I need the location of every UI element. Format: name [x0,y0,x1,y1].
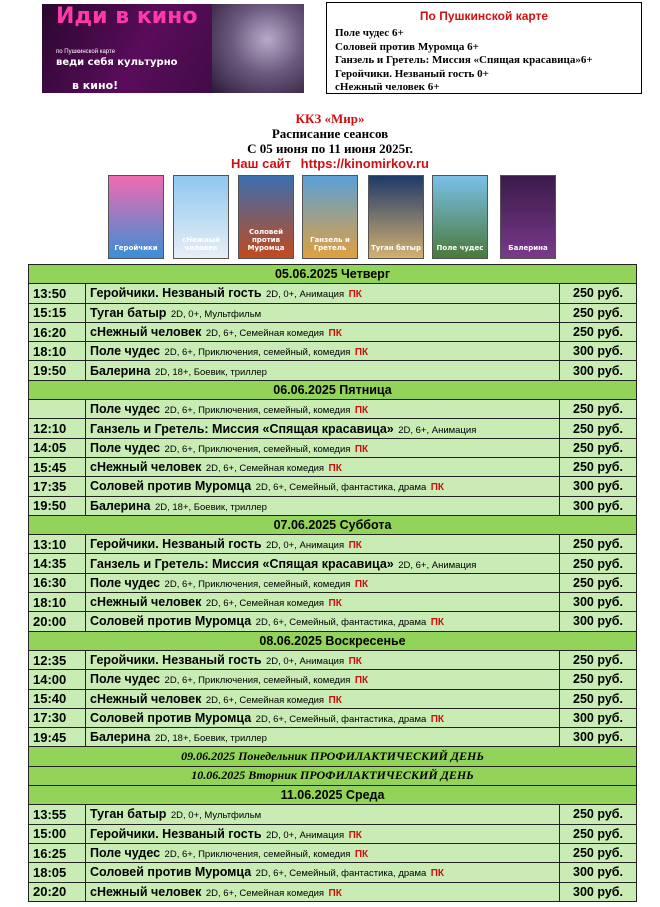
movie-title: сНежный человек [90,691,202,706]
session-time: 16:20 [29,322,86,341]
session-time: 14:00 [29,670,86,689]
session-price: 300 руб. [560,728,637,747]
closed-day-label: 10.06.2025 Вторник ПРОФИЛАКТИЧЕСКИЙ ДЕНЬ [29,766,637,785]
session-time: 17:35 [29,477,86,496]
session-time: 16:25 [29,843,86,862]
movie-poster[interactable] [368,175,424,259]
session-price: 250 руб. [560,573,637,592]
banner-subline: по Пушкинской карте [56,49,116,55]
session-row[interactable] [29,284,637,303]
session-movie [86,400,560,419]
movie-meta: 2D, 18+, Боевик, триллер [154,733,267,745]
session-price: 300 руб. [560,342,637,361]
session-row[interactable] [29,496,637,515]
pushkin-card-badge: ПК [354,347,369,359]
session-row[interactable] [29,477,637,496]
banner-headline: Иди в кино [56,4,198,29]
session-row[interactable] [29,438,637,457]
session-movie [86,419,560,438]
session-movie [86,361,560,380]
session-movie [86,457,560,476]
session-time: 15:00 [29,824,86,843]
pushkin-card-badge: ПК [328,463,342,475]
movie-meta: 2D, 6+, Семейный, фантастика, драма [255,713,427,725]
session-movie [86,805,560,824]
session-movie [86,650,560,669]
pushkin-card-badge: ПК [354,675,369,687]
closed-day-row [29,747,637,766]
day-header-row [29,786,637,805]
pushkin-card-badge: ПК [354,443,369,455]
pushkin-card-item: Соловей против Муромца 6+ [335,40,479,53]
movie-title: Поле чудес [90,846,161,861]
movie-meta: 2D, 0+, Анимация [265,656,345,668]
session-movie [86,728,560,747]
session-movie [86,303,560,322]
movie-title: Поле чудес [90,440,161,455]
session-price: 250 руб. [560,650,637,669]
session-movie [86,882,560,901]
session-price: 250 руб. [560,689,637,708]
session-row[interactable] [29,554,637,573]
movie-meta: 2D, 6+, Семейный, фантастика, драма [255,868,427,880]
movie-title: Поле чудес [90,344,161,359]
session-row[interactable] [29,303,637,322]
session-row[interactable] [29,457,637,476]
session-time: 19:50 [29,361,86,380]
pushkin-card-badge: ПК [348,289,362,301]
movie-meta: 2D, 6+, Анимация [398,559,477,571]
session-price: 300 руб. [560,612,637,631]
pushkin-card-badge: ПК [430,617,445,629]
session-movie [86,322,560,341]
banner-slogan-end: в кино! [72,79,119,92]
session-time: 12:35 [29,650,86,669]
pushkin-card-badge: ПК [430,482,445,494]
session-time: 14:05 [29,438,86,457]
movie-title: сНежный человек [90,325,202,340]
session-row[interactable] [29,322,637,341]
banner-slogan: веди себя культурно [56,57,178,68]
pushkin-card-badge: ПК [328,328,342,340]
session-movie [86,284,560,303]
movie-title: Геройчики. Незваный гость [90,537,262,552]
session-price: 250 руб. [560,284,637,303]
movie-meta: 2D, 6+, Приключения, семейный, комедия [164,849,351,861]
schedule-table [28,264,637,902]
session-movie [86,612,560,631]
session-time: 13:10 [29,535,86,554]
site-line [0,156,660,171]
pushkin-bust-image [212,4,304,93]
session-time: 15:40 [29,689,86,708]
pushkin-card-badge: ПК [348,829,362,841]
pushkin-card-badge: ПК [430,868,445,880]
pushkin-card-badge: ПК [348,540,362,552]
session-row[interactable] [29,342,637,361]
session-time: 19:50 [29,496,86,515]
session-movie [86,843,560,862]
poster-strip [0,175,660,260]
schedule-dates: С 05 июня по 11 июня 2025г. [247,141,413,156]
poster-title: Поле чудес [436,244,484,252]
movie-meta: 2D, 6+, Приключения, семейный, комедия [164,675,351,687]
pushkin-card-box [326,2,642,94]
pushkin-card-item: сНежный человек 6+ [335,81,440,93]
session-row[interactable] [29,361,637,380]
session-row[interactable] [29,863,637,882]
day-header-row [29,265,637,284]
session-time: 16:30 [29,573,86,592]
movie-meta: 2D, 6+, Приключения, семейный, комедия [164,578,351,590]
session-row[interactable] [29,400,637,419]
movie-meta: 2D, 6+, Семейный, фантастика, драма [255,617,427,629]
session-row[interactable] [29,728,637,747]
movie-poster[interactable] [432,175,488,259]
session-price: 250 руб. [560,303,637,322]
movie-meta: 2D, 0+, Анимация [265,540,345,552]
movie-title: Ганзель и Гретель: Миссия «Спящая красавица» [90,556,394,571]
poster-title: Ганзель и Гретель [310,236,350,252]
movie-title: сНежный человек [90,595,202,610]
day-header-row [29,380,637,399]
session-movie [86,342,560,361]
session-price: 250 руб. [560,438,637,457]
session-movie [86,863,560,882]
pushkin-card-badge: ПК [348,656,362,668]
day-header-row [29,515,637,534]
session-price: 250 руб. [560,843,637,862]
pushkin-card-list [335,27,593,95]
pushkin-card-item: Геройчики. Незваный гость 0+ [335,67,489,80]
pushkin-card-badge: ПК [328,598,342,610]
session-movie [86,593,560,612]
session-row[interactable] [29,882,637,901]
day-label: 08.06.2025 Воскресенье [29,631,637,650]
movie-poster[interactable] [302,175,358,259]
movie-meta: 2D, 18+, Боевик, триллер [154,501,267,513]
movie-title: Балерина [90,730,151,745]
movie-meta: 2D, 6+, Приключения, семейный, комедия [164,347,351,359]
session-row[interactable] [29,689,637,708]
movie-title: Соловей против Муромца [90,479,252,494]
movie-title: Соловей против Муромца [90,614,252,629]
session-movie [86,670,560,689]
pushkin-card-item: Ганзель и Гретель: Миссия «Спящая красавица»6+ [335,54,593,66]
movie-title: Геройчики. Незваный гость [90,653,262,668]
session-time: 18:05 [29,863,86,882]
session-movie [86,438,560,457]
movie-title: Соловей против Муромца [90,865,252,880]
session-price: 250 руб. [560,457,637,476]
session-movie [86,477,560,496]
day-label: 06.06.2025 Пятница [29,380,637,399]
session-movie [86,689,560,708]
movie-meta: 2D, 18+, Боевик, триллер [154,366,267,378]
day-header-row [29,631,637,650]
session-movie [86,554,560,573]
session-time: 14:35 [29,554,86,573]
movie-title: Туган батыр [90,305,167,320]
session-row[interactable] [29,612,637,631]
session-time: 15:45 [29,457,86,476]
site-label: Наш сайт [231,156,292,171]
pushkin-card-badge: ПК [430,713,445,725]
movie-meta: 2D, 0+, Анимация [265,829,345,841]
session-price: 250 руб. [560,322,637,341]
session-movie [86,496,560,515]
pushkin-card-item: Поле чудес 6+ [335,27,404,39]
session-movie [86,573,560,592]
session-row[interactable] [29,805,637,824]
movie-meta: 2D, 6+, Семейная комедия [205,887,325,899]
movie-title: сНежный человек [90,460,202,475]
movie-poster[interactable] [108,175,164,259]
movie-title: Балерина [90,363,151,378]
session-time: 20:20 [29,882,86,901]
movie-meta: 2D, 6+, Анимация [398,424,477,436]
session-row[interactable] [29,573,637,592]
session-time: 18:10 [29,342,86,361]
session-movie [86,824,560,843]
movie-title: Соловей против Муромца [90,710,252,725]
movie-title: Туган батыр [90,807,167,822]
session-time: 13:50 [29,284,86,303]
session-movie [86,708,560,727]
movie-meta: 2D, 6+, Семейная комедия [205,328,325,340]
poster-title: Балерина [508,244,548,252]
pushkin-card-title: По Пушкинской карте [419,9,549,23]
day-label: 05.06.2025 Четверг [29,265,637,284]
movie-title: Поле чудес [90,575,161,590]
movie-title: Поле чудес [90,672,161,687]
day-label: 07.06.2025 Суббота [29,515,637,534]
movie-meta: 2D, 6+, Семейная комедия [205,463,325,475]
movie-meta: 2D, 6+, Приключения, семейный, комедия [164,443,351,455]
session-price: 250 руб. [560,554,637,573]
session-price: 300 руб. [560,882,637,901]
poster-title: Геройчики [114,244,158,252]
session-price: 300 руб. [560,477,637,496]
session-row[interactable] [29,535,637,554]
session-price: 300 руб. [560,361,637,380]
movie-poster[interactable] [238,175,294,259]
session-price: 300 руб. [560,496,637,515]
session-price: 300 руб. [560,863,637,882]
pushkin-card-badge: ПК [328,694,342,706]
movie-title: Геройчики. Незваный гость [90,286,262,301]
session-price: 300 руб. [560,708,637,727]
session-time [29,400,86,419]
site-link[interactable]: https://kinomirkov.ru [300,156,429,171]
poster-title: Соловей против Муромца [247,228,285,252]
session-row[interactable] [29,824,637,843]
movie-meta: 2D, 6+, Семейная комедия [205,694,325,706]
session-time: 12:10 [29,419,86,438]
cinema-name: ККЗ «Мир» [295,111,365,126]
session-price: 250 руб. [560,400,637,419]
pushkin-card-badge: ПК [354,405,369,417]
session-row[interactable] [29,650,637,669]
session-price: 250 руб. [560,535,637,554]
session-price: 250 руб. [560,670,637,689]
closed-day-row [29,766,637,785]
session-price: 250 руб. [560,805,637,824]
movie-title: Поле чудес [90,402,161,417]
session-time: 20:00 [29,612,86,631]
session-time: 13:55 [29,805,86,824]
movie-meta: 2D, 6+, Семейная комедия [205,598,325,610]
pushkin-card-badge: ПК [328,887,342,899]
schedule-heading: Расписание сеансов [271,126,389,141]
session-row[interactable] [29,593,637,612]
poster-title: сНежный человек [182,236,220,252]
movie-meta: 2D, 6+, Приключения, семейный, комедия [164,405,351,417]
movie-meta: 2D, 0+, Мультфильм [170,810,262,822]
movie-meta: 2D, 0+, Анимация [265,289,345,301]
session-row[interactable] [29,670,637,689]
session-time: 15:15 [29,303,86,322]
session-time: 19:45 [29,728,86,747]
promo-banner [42,4,304,93]
pushkin-card-badge: ПК [354,849,369,861]
closed-day-label: 09.06.2025 Понедельник ПРОФИЛАКТИЧЕСКИЙ ДЕНЬ [29,747,637,766]
movie-title: Балерина [90,498,151,513]
session-price: 300 руб. [560,593,637,612]
session-row[interactable] [29,708,637,727]
movie-meta: 2D, 6+, Семейный, фантастика, драма [255,482,427,494]
session-row[interactable] [29,843,637,862]
session-time: 17:30 [29,708,86,727]
movie-title: Геройчики. Незваный гость [90,826,262,841]
session-row[interactable] [29,419,637,438]
movie-title: сНежный человек [90,884,202,899]
session-movie [86,535,560,554]
movie-poster[interactable] [500,175,556,259]
poster-title: Туган батыр [371,244,422,252]
movie-title: Ганзель и Гретель: Миссия «Спящая красавица» [90,421,394,436]
day-label: 11.06.2025 Среда [29,786,637,805]
pushkin-card-badge: ПК [354,578,369,590]
session-price: 250 руб. [560,419,637,438]
movie-meta: 2D, 0+, Мультфильм [170,308,262,320]
movie-poster[interactable] [173,175,229,259]
session-time: 18:10 [29,593,86,612]
session-price: 250 руб. [560,824,637,843]
